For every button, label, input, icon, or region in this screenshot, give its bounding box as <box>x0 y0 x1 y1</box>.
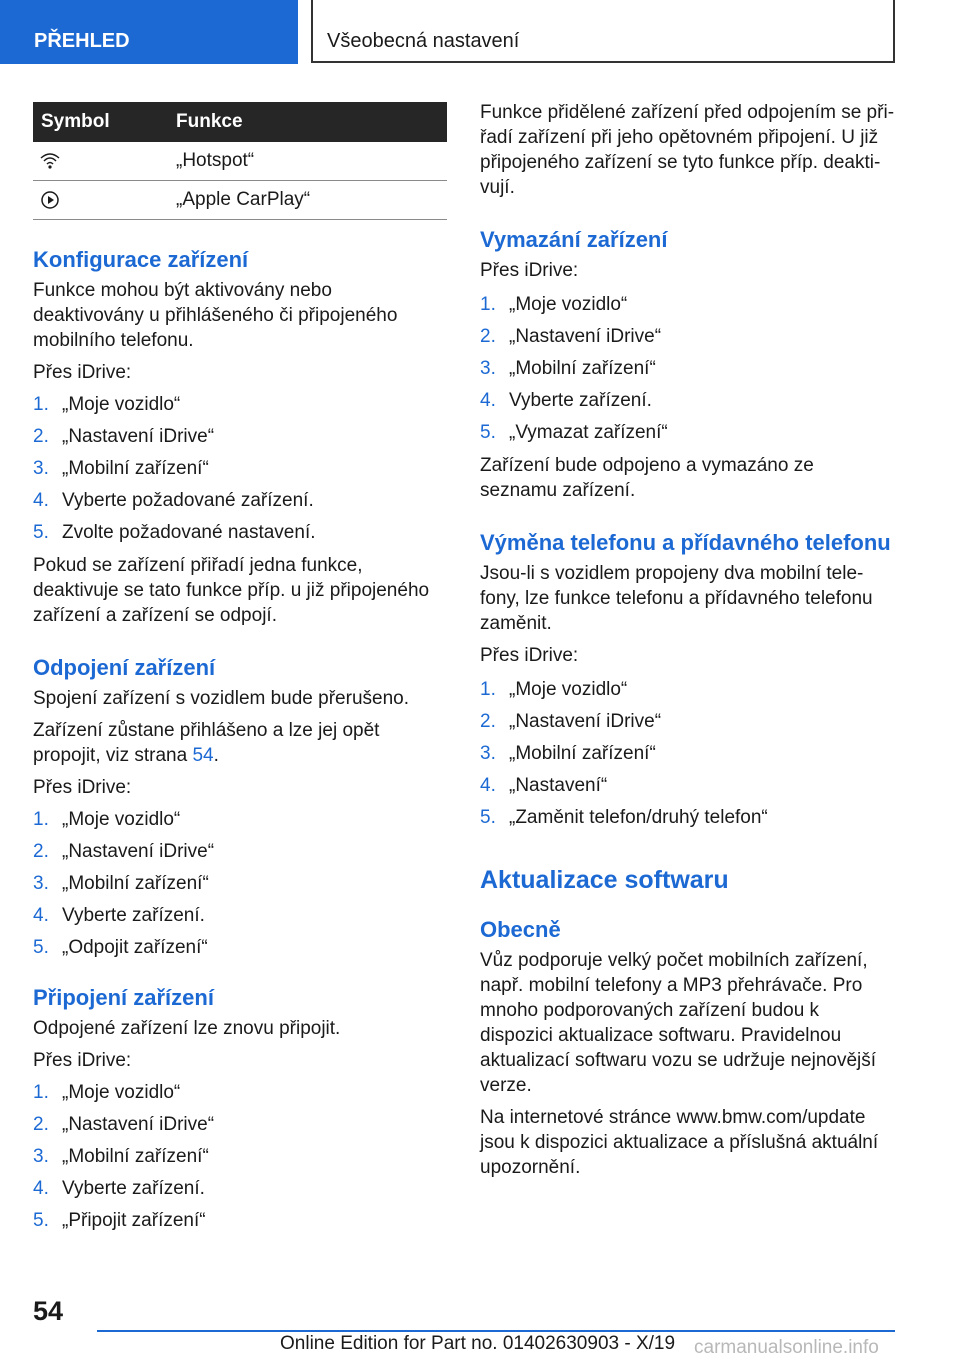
list-item: 3. „Mobilní zařízení“ <box>480 743 656 764</box>
list-item: 2. „Nastavení iDrive“ <box>33 841 215 862</box>
heading-pripojeni: Připojení zařízení <box>33 985 214 1010</box>
via-idrive: Přes iDrive: <box>33 1050 132 1071</box>
paragraph: Vůz podporuje velký počet mobilních zařízení, např. mobilní telefony a MP3 přehrávače. Pro mnoho podporovaných zařízení budou k dispozici aktualizace softwaru. Pravidelnou aktualizací softwaru vozu se udržuje nejnovější verze. <box>480 950 877 1096</box>
steps-list <box>33 1077 447 1237</box>
paragraph: Funkce mohou být aktivovány nebo deaktivovány u přihlášeného či připojeného mobilního telefonu. <box>33 280 398 351</box>
steps-list <box>33 389 447 549</box>
heading-odpojeni: Odpojení zařízení <box>33 655 216 680</box>
steps-list <box>33 804 447 964</box>
list-item: 4. „Nastavení“ <box>480 775 608 796</box>
carplay-play-icon <box>39 189 61 211</box>
list-item: 5. „Připojit zařízení“ <box>33 1210 206 1231</box>
table-header-symbol: Symbol <box>33 102 176 142</box>
steps-list <box>480 674 896 834</box>
paragraph: Na internetové stránce www.bmw.com/update jsou k dispozici aktualizace a příslušná aktuální upozornění. <box>480 1107 879 1178</box>
table-row <box>33 142 447 181</box>
paragraph: Funkce přidělené zařízení před odpojením se přiřadí zařízení při jeho opětovném připojení. U již připojeného zařízení se tyto funkce příp. deaktivují. <box>480 102 895 198</box>
heading-vymazani: Vymazání zařízení <box>480 227 668 252</box>
via-idrive: Přes iDrive: <box>33 362 132 383</box>
list-item: 4. Vyberte zařízení. <box>480 390 652 411</box>
list-item: 3. „Mobilní zařízení“ <box>33 873 209 894</box>
wifi-hotspot-icon <box>39 150 61 172</box>
list-item: 4. Vyberte požadované zařízení. <box>33 490 314 511</box>
footer-edition: Online Edition for Part no. 01402630903 - X/19 <box>280 1333 676 1354</box>
table-cell-function: „Apple CarPlay“ <box>176 181 447 220</box>
page-header <box>0 0 960 66</box>
steps-list <box>480 289 896 449</box>
list-item: 5. Zvolte požadované nastavení. <box>33 522 316 543</box>
list-item: 1. „Moje vozidlo“ <box>33 809 181 830</box>
list-item: 2. „Nastavení iDrive“ <box>33 1114 215 1135</box>
list-item: 1. „Moje vozidlo“ <box>480 679 628 700</box>
page-link[interactable]: 54 <box>192 745 214 766</box>
paragraph: Zařízení zůstane přihlášeno a lze jej opět propojit, viz strana 54. <box>33 720 380 766</box>
watermark: carmanualsonline.info <box>694 1337 879 1358</box>
list-item: 1. „Moje vozidlo“ <box>480 294 628 315</box>
heading-konfigurace: Konfigurace zařízení <box>33 247 249 272</box>
heading-aktualizace: Aktualizace softwaru <box>480 866 729 894</box>
chapter-title: Všeobecná nastavení <box>311 0 895 63</box>
paragraph: Pokud se zařízení přiřadí jedna funkce, deaktivuje se tato funkce příp. u již připojeného zařízení a zařízení se odpojí. <box>33 555 430 626</box>
list-item: 2. „Nastavení iDrive“ <box>480 711 662 732</box>
paragraph: Jsou-li s vozidlem propojeny dva mobilní telefony, lze funkce telefonu a přídavného telefonu zaměnit. <box>480 563 873 634</box>
paragraph: Odpojené zařízení lze znovu připojit. <box>33 1018 341 1039</box>
list-item: 5. „Vymazat zařízení“ <box>480 422 668 443</box>
list-item: 2. „Nastavení iDrive“ <box>33 426 215 447</box>
list-item: 2. „Nastavení iDrive“ <box>480 326 662 347</box>
list-item: 4. Vyberte zařízení. <box>33 905 205 926</box>
heading-obecne: Obecně <box>480 917 561 942</box>
list-item: 4. Vyberte zařízení. <box>33 1178 205 1199</box>
list-item: 3. „Mobilní zařízení“ <box>480 358 656 379</box>
left-column <box>33 102 447 1237</box>
via-idrive: Přes iDrive: <box>480 260 579 281</box>
list-item: 1. „Moje vozidlo“ <box>33 394 181 415</box>
table-row <box>33 181 447 220</box>
list-item: 3. „Mobilní zařízení“ <box>33 1146 209 1167</box>
via-idrive: Přes iDrive: <box>33 777 132 798</box>
page-number: 54 <box>33 1296 64 1326</box>
paragraph: Spojení zařízení s vozidlem bude přerušeno. <box>33 688 409 709</box>
list-item: 3. „Mobilní zařízení“ <box>33 458 209 479</box>
right-column <box>480 100 896 1180</box>
list-item: 5. „Odpojit zařízení“ <box>33 937 208 958</box>
table-header-function: Funkce <box>176 102 447 142</box>
symbol-table <box>33 102 447 220</box>
heading-vymena: Výměna telefonu a přídavného telefonu <box>480 530 891 555</box>
via-idrive: Přes iDrive: <box>480 645 579 666</box>
list-item: 1. „Moje vozidlo“ <box>33 1082 181 1103</box>
paragraph: Zařízení bude odpojeno a vymazáno ze seznamu zařízení. <box>480 455 814 501</box>
table-header-row <box>33 102 447 142</box>
footer-divider <box>97 1330 895 1332</box>
table-cell-function: „Hotspot“ <box>176 142 447 181</box>
list-item: 5. „Zaměnit telefon/druhý telefon“ <box>480 807 768 828</box>
section-tab[interactable]: PŘEHLED <box>0 0 298 64</box>
